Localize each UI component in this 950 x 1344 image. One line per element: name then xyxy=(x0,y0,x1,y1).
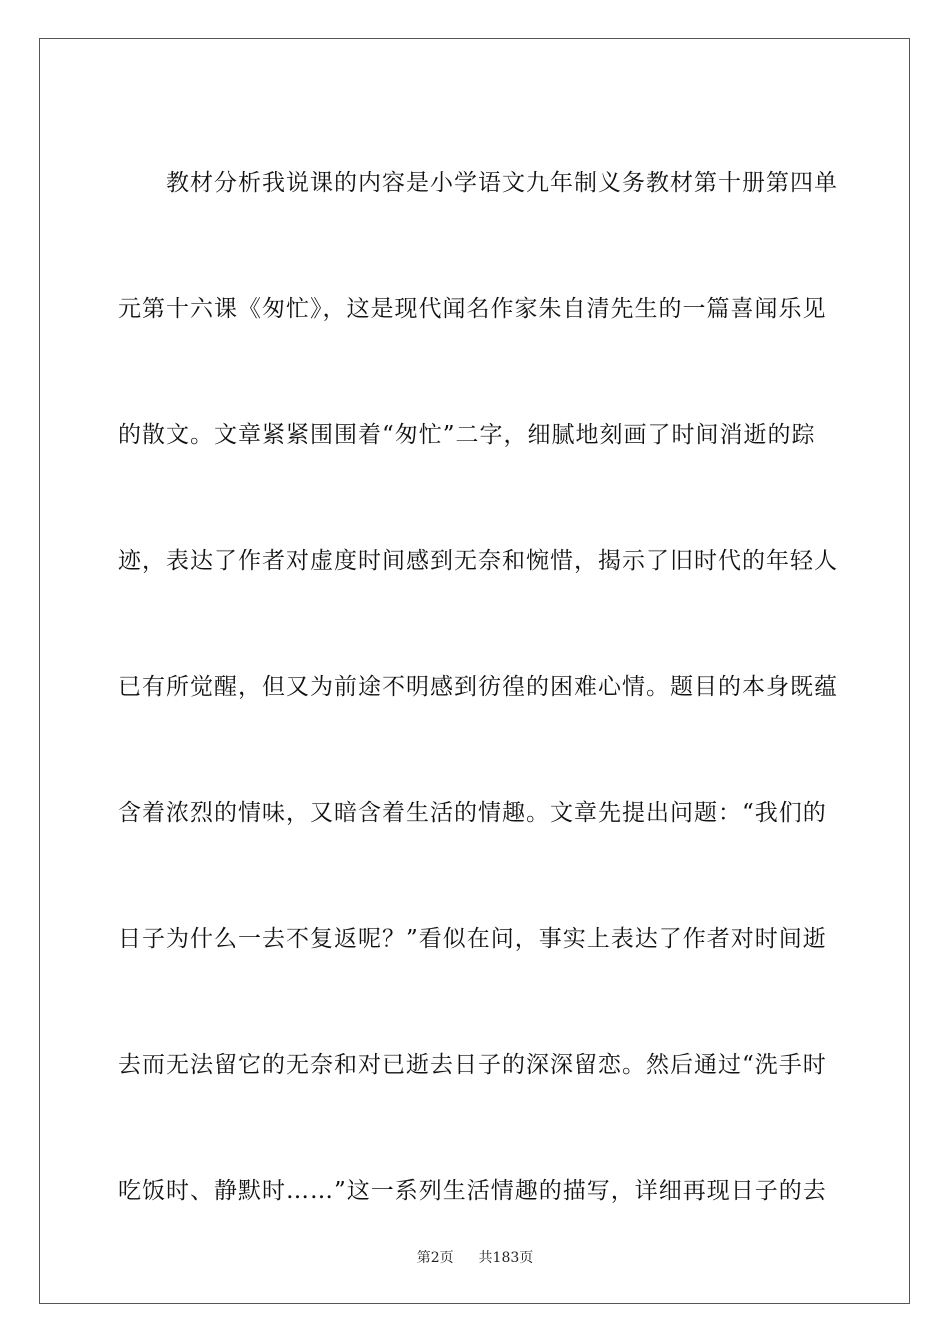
text-line: 迹，表达了作者对虚度时间感到无奈和惋惜，揭示了旧时代的年轻人 xyxy=(118,548,838,574)
body-paragraph xyxy=(118,120,838,1254)
text-line: 含着浓烈的情味，又暗含着生活的情趣。文章先提出问题：“我们的 xyxy=(118,800,827,826)
text-line: 日子为什么一去不复返呢？”看似在问，事实上表达了作者对时间逝 xyxy=(118,926,827,952)
page-total: 共183页 xyxy=(478,1250,534,1266)
text-line: 元第十六课《匆忙》，这是现代闻名作家朱自清先生的一篇喜闻乐见 xyxy=(118,296,827,322)
text-line: 吃饭时、静默时……”这一系列生活情趣的描写，详细再现日子的去 xyxy=(118,1178,827,1204)
page-number: 第2页 xyxy=(416,1250,454,1266)
text-line: 去而无法留它的无奈和对已逝去日子的深深留恋。然后通过“洗手时 xyxy=(118,1052,827,1078)
page-footer xyxy=(0,1247,950,1267)
text-line: 教材分析我说课的内容是小学语文九年制义务教材第十册第四单 xyxy=(166,170,838,196)
text-line: 的散文。文章紧紧围围着“匆忙”二字，细腻地刻画了时间消逝的踪 xyxy=(118,422,816,448)
text-line: 已有所觉醒，但又为前途不明感到彷徨的困难心情。题目的本身既蕴 xyxy=(118,674,838,700)
